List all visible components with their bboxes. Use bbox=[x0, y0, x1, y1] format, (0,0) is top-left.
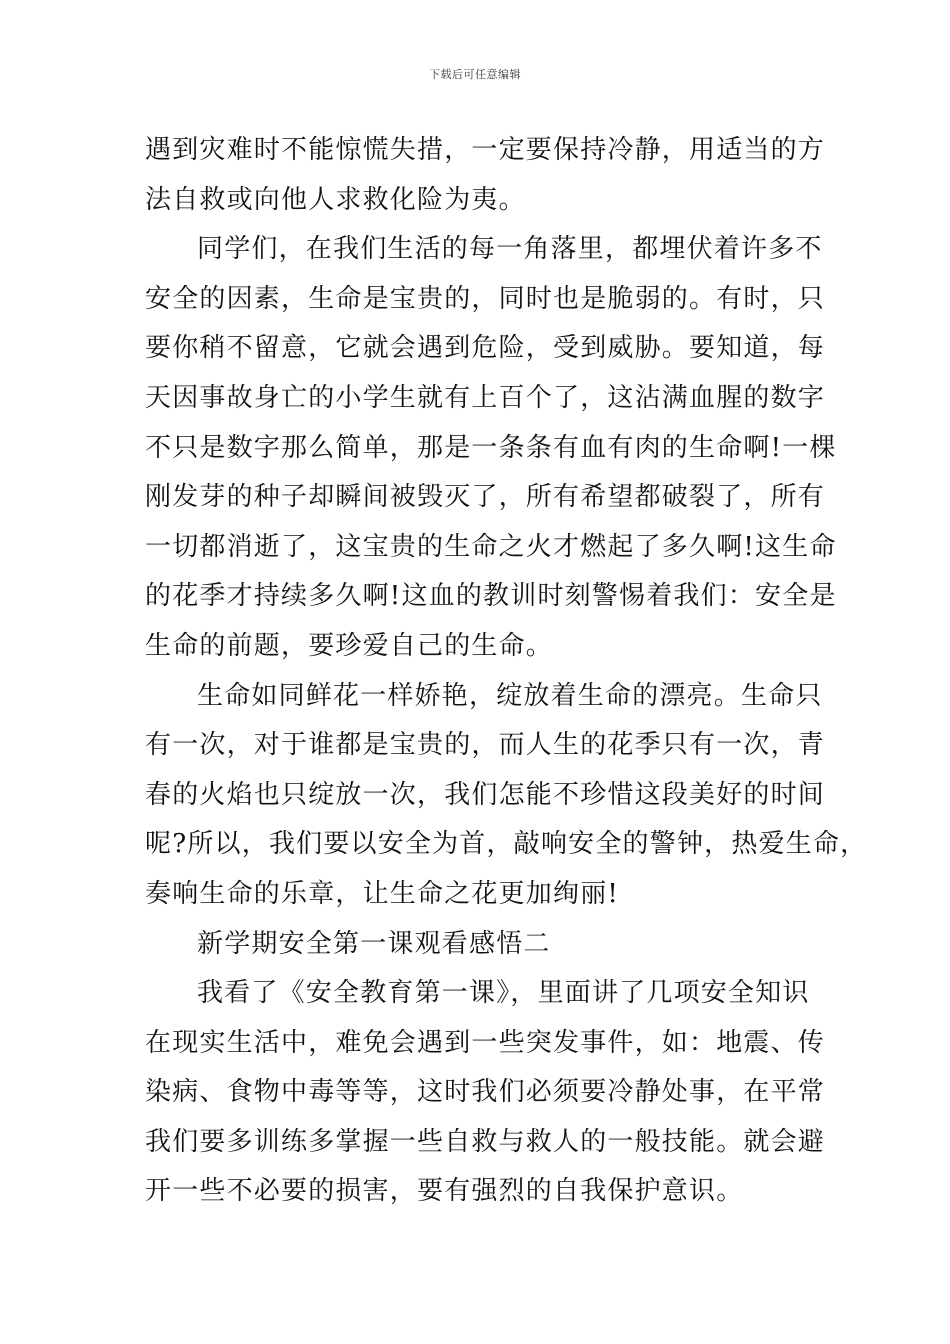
text-line: 刚发芽的种子却瞬间被毁灭了，所有希望都破裂了，所有 bbox=[145, 482, 826, 513]
text-line: 同学们，在我们生活的每一角落里，都埋伏着许多不 bbox=[197, 234, 823, 265]
page-header-note: 下载后可任意编辑 bbox=[429, 68, 521, 81]
text-line: 天因事故身亡的小学生就有上百个了，这沾满血腥的数字 bbox=[145, 382, 826, 413]
text-line: 有一次，对于谁都是宝贵的，而人生的花季只有一次，青 bbox=[145, 730, 826, 761]
document-body bbox=[145, 128, 868, 1219]
text-line: 遇到灾难时不能惊慌失措，一定要保持冷静，用适当的方 bbox=[145, 135, 826, 165]
text-line: 要你稍不留意，它就会遇到危险，受到威胁。要知道，每 bbox=[145, 333, 826, 364]
text-line: 奏响生命的乐章，让生命之花更加绚丽! bbox=[145, 878, 620, 909]
text-line: 呢?所以，我们要以安全为首，敲响安全的警钟，热爱生命， bbox=[145, 829, 868, 860]
text-line: 一切都消逝了，这宝贵的生命之火才燃起了多久啊!这生命 bbox=[145, 531, 837, 562]
text-line: 安全的因素，生命是宝贵的，同时也是脆弱的。有时，只 bbox=[145, 283, 826, 314]
text-line: 我看了《安全教育第一课》，里面讲了几项安全知识 bbox=[197, 978, 810, 1009]
text-line: 在现实生活中，难免会遇到一些突发事件，如：地震、传 bbox=[145, 1027, 826, 1058]
text-line: 生命如同鲜花一样娇艳，绽放着生命的漂亮。生命只 bbox=[197, 680, 823, 711]
text-line: 法自救或向他人求救化险为夷。 bbox=[145, 184, 526, 215]
text-line: 染病、食物中毒等等，这时我们必须要冷静处事，在平常 bbox=[145, 1077, 826, 1108]
text-line: 的花季才持续多久啊!这血的教训时刻警惕着我们：安全是 bbox=[145, 581, 837, 612]
text-line: 不只是数字那么简单，那是一条条有血有肉的生命啊!一棵 bbox=[145, 432, 837, 463]
text-line: 开一些不必要的损害，要有强烈的自我保护意识。 bbox=[145, 1176, 744, 1207]
text-line: 生命的前题，要珍爱自己的生命。 bbox=[145, 630, 554, 661]
section-heading: 新学期安全第一课观看感悟二 bbox=[197, 928, 551, 959]
text-line: 春的火焰也只绽放一次，我们怎能不珍惜这段美好的时间 bbox=[145, 779, 826, 810]
text-line: 我们要多训练多掌握一些自救与救人的一般技能。就会避 bbox=[145, 1126, 826, 1157]
